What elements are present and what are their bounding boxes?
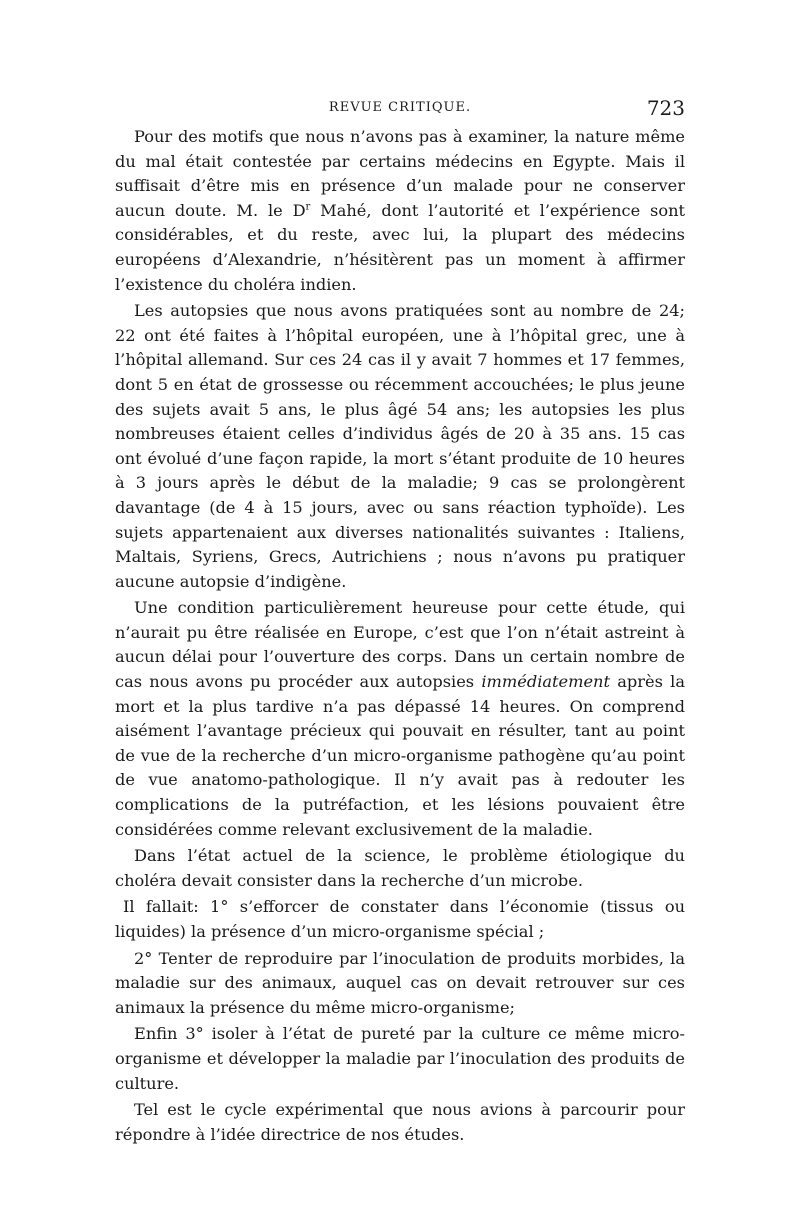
paragraph-5: Il fallait: 1° s’efforcer de constater dans l’économie (tissus ou liquides) la présence d’un micro-organisme spécial ;: [115, 897, 685, 941]
paragraph-7: Enfin 3° isoler à l’état de pureté par la culture ce même micro-organisme et développer la maladie par l’inoculation des produits de culture.: [115, 1024, 685, 1093]
paragraph-1: [115, 125, 685, 297]
running-title: REVUE CRITIQUE.: [328, 100, 472, 115]
doctor-superscript: r: [305, 201, 311, 213]
paragraph-1-continuation: Mahé, dont l’autorité et l’expérience sont considérables, et du reste, avec lui, la plupart des médecins européens d’Alexandrie, n’hésitèrent pas un moment à affirmer l’existence du choléra indien.: [115, 200, 685, 294]
paragraph-6: 2° Tenter de reproduire par l’inoculation de produits morbides, la maladie sur des animaux, auquel cas on devait retrouver sur ces animaux la présence du même micro-organisme;: [115, 948, 685, 1017]
paragraph-3: [115, 596, 685, 842]
paragraph-1-text: Pour des motifs que nous n’avons pas à examiner, la nature même du mal était contestée par certains médecins en Egypte. Mais il suffisait d’être mis en présence d’un malade pour ne conserver aucun doute. M. le D: [115, 127, 685, 220]
paragraph-8: Tel est le cycle expérimental que nous avions à parcourir pour répondre à l’idée directrice de nos études.: [115, 1100, 685, 1144]
body-text: [115, 125, 685, 1149]
page-number: 723: [646, 96, 685, 120]
running-head: [115, 96, 685, 126]
paragraph-3-text-b: après la mort et la plus tardive n’a pas dépassé 14 heures. On comprend aisément l’avantage précieux qui pouvait en résulter, tant au point de vue de la recherche d’un micro-organisme pathogène qu’au point de vue anatomo-pathologique. Il n’y avait pas à redouter les complications de la putréfaction, et les lésions pouvaient être considérées comme relevant exclusivement de la maladie.: [115, 672, 685, 839]
paragraph-3-italic: immédiatement: [481, 672, 610, 692]
paragraph-2: Les autopsies que nous avons pratiquées sont au nombre de 24; 22 ont été faites à l’hôpital européen, une à l’hôpital grec, une à l’hôpital allemand. Sur ces 24 cas il y avait 7 hommes et 17 femmes, dont 5 en état de grossesse ou récemment accouchées; le plus jeune des sujets avait 5 ans, le plus âgé 54 ans; les autopsies les plus nombreuses étaient celles d’individus âgés de 20 à 35 ans. 15 cas ont évolué d’une façon rapide, la mort s’étant produite de 10 heures à 3 jours après le début de la maladie; 9 cas se prolongèrent davantage (de 4 à 15 jours, avec ou sans réaction typhoïde). Les sujets appartenaient aux diverses nationalités suivantes : Italiens, Maltais, Syriens, Grecs, Autrichiens ; nous n’avons pu pratiquer aucune autopsie d’indigène.: [115, 301, 685, 591]
paragraph-4: Dans l’état actuel de la science, le problème étiologique du choléra devait consister dans la recherche d’un microbe.: [115, 846, 685, 890]
paragraph-3-text-a: Une condition particulièrement heureuse pour cette étude, qui n’aurait pu être réalisée en Europe, c’est que l’on n’était astreint à aucun délai pour l’ouverture des corps. Dans un certain nombre de cas nous avons pu procéder aux autopsies: [115, 598, 685, 692]
